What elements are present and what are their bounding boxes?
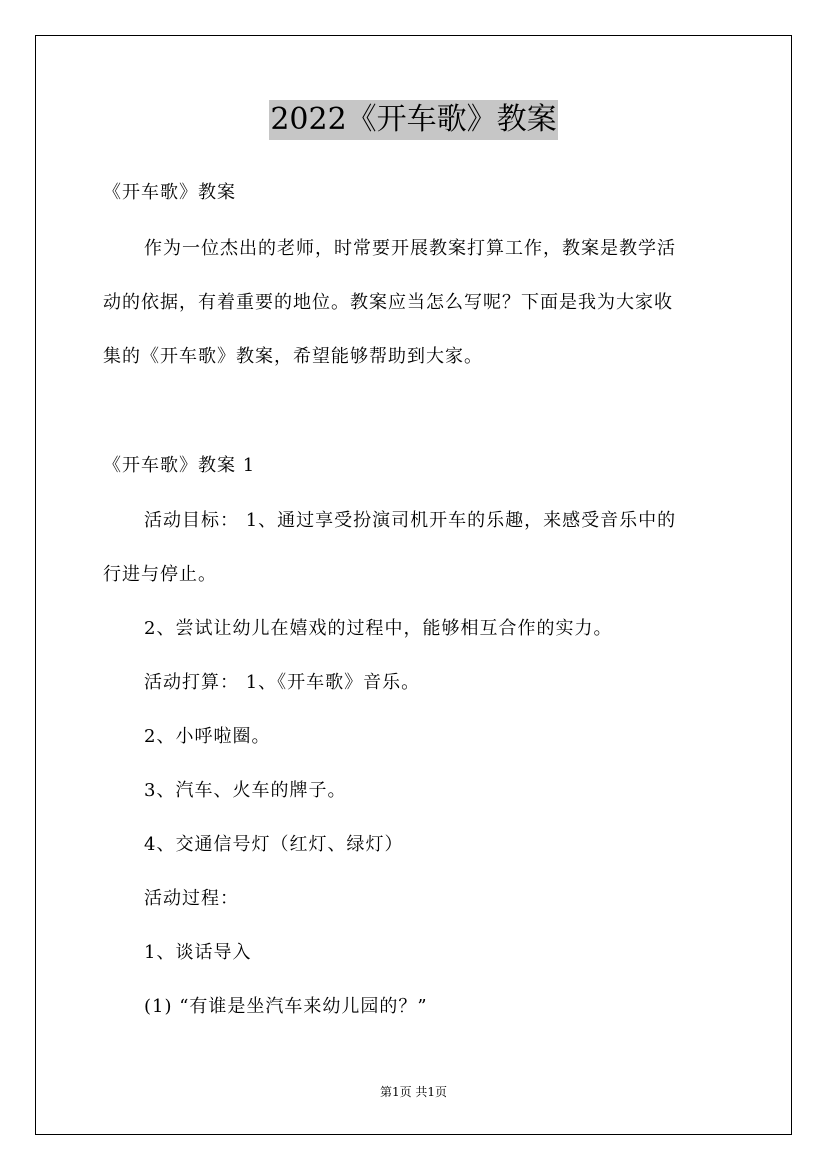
prep-item-2: 2、小呼啦圈。 xyxy=(144,726,271,747)
section-heading: 《开车歌》教案 1 xyxy=(103,455,256,476)
prep-item-3: 3、汽车、火车的牌子。 xyxy=(144,780,347,801)
goal-line-1: 活动目标： 1、通过享受扮演司机开车的乐趣，来感受音乐中的 xyxy=(144,510,677,531)
process-heading: 活动过程： xyxy=(144,888,239,909)
process-item-1-1: (1) “有谁是坐汽车来幼儿园的？” xyxy=(144,996,428,1017)
document-subtitle: 《开车歌》教案 xyxy=(103,182,236,203)
intro-line-1: 作为一位杰出的老师，时常要开展教案打算工作，教案是教学活 xyxy=(144,238,676,259)
process-item-1: 1、谈话导入 xyxy=(144,942,252,963)
prep-item-4: 4、交通信号灯（红灯、绿灯） xyxy=(144,834,404,855)
goal-item-2: 2、尝试让幼儿在嬉戏的过程中，能够相互合作的实力。 xyxy=(144,618,613,639)
intro-line-3: 集的《开车歌》教案，希望能够帮助到大家。 xyxy=(103,346,483,367)
page-footer: 第1页 共1页 xyxy=(379,1085,448,1099)
goal-line-2: 行进与停止。 xyxy=(103,564,217,585)
intro-line-2: 动的依据，有着重要的地位。教案应当怎么写呢？下面是我为大家收 xyxy=(103,292,673,313)
document-title: 2022《开车歌》教案 xyxy=(269,100,557,140)
prep-item-1: 活动打算： 1、《开车歌》音乐。 xyxy=(144,672,421,693)
title-container xyxy=(0,100,827,140)
